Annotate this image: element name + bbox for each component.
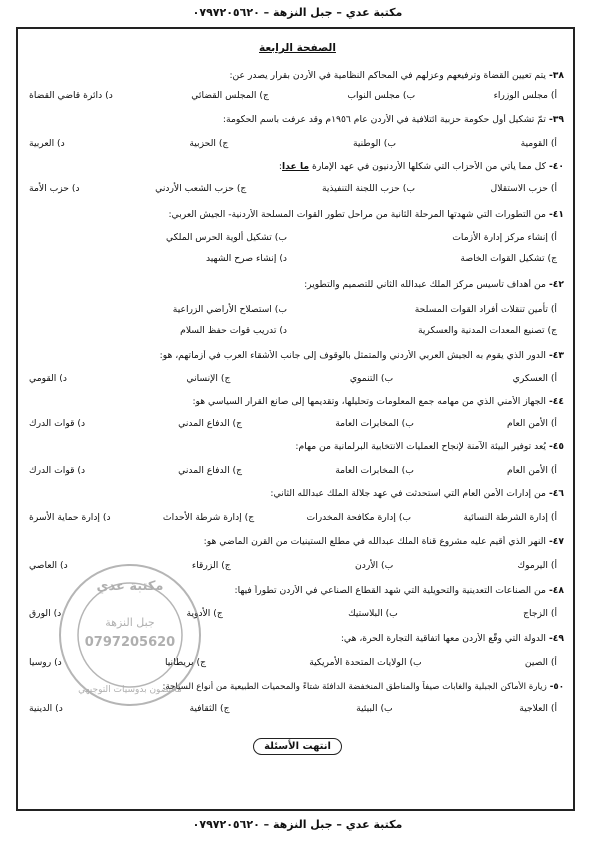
stamp-phone: 0797205620 [84,635,176,650]
option-b: ب) التنموي [349,373,394,384]
option-d: د) قوات الدرك [29,465,86,476]
option-d: د) القومي [29,373,67,384]
option-c: ج) الدفاع المدني [178,418,243,429]
option-b: ب) المخابرات العامة [335,465,414,476]
option-c: ج) الأدوية [186,608,223,619]
end-of-questions: انتهت الأسئلة [0,738,595,755]
option-c: ج) الإنساني [186,373,231,384]
page-title: الصفحة الرابعة [259,42,336,54]
option-c: ج) تصنيع المعدات المدنية والعسكرية [417,325,557,336]
option-c: ج) الثقافية [189,703,230,714]
option-c: ج) الزرقاء [191,560,231,571]
option-a: أ) تأمين تنقلات أفراد القوات المسلحة [414,304,557,315]
option-a: أ) الأمن العام [507,418,557,429]
options-42-row2 [29,325,557,337]
question-41: ٤١-من التطورات التي شهدتها المرحلة الثانية من مراحل تطور القوات المسلحة الأردنية- الجيش العربي: [168,209,564,220]
options-44 [29,418,557,430]
option-d: د) العاصي [29,560,68,571]
option-a: أ) مجلس الوزراء [493,90,557,101]
options-41-row1 [29,232,557,244]
option-d: د) تدريب قوات حفظ السلام [180,325,287,336]
options-45 [29,465,557,477]
option-a: أ) حزب الاستقلال [490,183,557,194]
option-c: ج) الدفاع المدني [178,465,243,476]
question-45: ٤٥-يُعد توفير البيئة الآمنة لإنجاح العمليات الانتخابية البرلمانية من مهام: [295,441,564,452]
option-c: ج) إدارة شرطة الأحداث [162,512,255,523]
options-43 [29,373,557,385]
option-c: ج) المجلس القضائي [191,90,269,101]
question-43: ٤٣-الدور الذي يقوم به الجيش العربي الأردني والمتمثل بالوقوف إلى جانب الأشقاء العرب في أزماتهم، هو: [159,350,564,361]
option-c: ج) الحزبية [189,138,229,149]
option-a: أ) إنشاء مركز إدارة الأزمات [452,232,557,243]
option-b: ب) الولايات المتحدة الأمريكية [309,657,422,668]
stamp-top-text: مكتبة عدي [96,579,164,594]
question-46: ٤٦-من إدارات الأمن العام التي استحدثت في عهد جلالة الملك عبدالله الثاني: [270,488,564,499]
option-a: أ) الصين [524,657,557,668]
option-a: أ) العلاجية [519,703,557,714]
page-footer: مكتبة عدي – جبل النزهة – ٠٧٩٧٢٠٥٦٢٠ [192,818,403,831]
question-39: ٣٩-تمّ تشكيل أول حكومة حزبية ائتلافية في الأردن عام ١٩٥٦م وقد عرفت باسم الحكومة: [222,114,564,125]
option-c: ج) تشكيل القوات الخاصة [460,253,557,264]
options-40 [29,183,557,195]
question-49: ٤٩-الدولة التي وقّع الأردن معها اتفاقية التجارة الحرة، هي: [340,633,564,644]
option-b: ب) البلاستيك [348,608,398,619]
options-46 [29,512,557,524]
option-b: ب) استصلاح الأراضي الزراعية [172,304,287,315]
option-a: أ) الأمن العام [507,465,557,476]
options-42-row1 [29,304,557,316]
option-d: د) الورق [29,608,62,619]
stamp-mid-text: جبل النزهة [105,616,155,629]
options-41-row2 [29,253,557,265]
option-b: ب) مجلس النواب [347,90,416,101]
options-38 [29,90,557,102]
option-c: ج) حزب الشعب الأردني [155,183,247,194]
question-42: ٤٢-من أهداف تأسيس مركز الملك عبدالله الثاني للتصميم والتطوير: [304,279,564,290]
option-d: د) العربية [29,138,65,149]
question-48: ٤٨-من الصناعات التعدينية والتحويلية التي شهد القطاع الصناعي في الأردن تطوراً فيها: [234,585,564,596]
options-39 [29,138,557,150]
option-a: أ) الزجاج [523,608,557,619]
question-40: ٤٠-كل مما يأتي من الأحزاب التي شكلها الأردنيون في عهد الإمارة ما عدا: [278,161,564,172]
option-c: ج) بريطانيا [164,657,207,668]
question-38: ٣٨-يتم تعيين القضاة وترفيعهم وعزلهم في المحاكم النظامية في الأردن بقرار يصدر عن: [229,70,564,81]
option-d: د) حزب الأمة [29,183,80,194]
option-b: ب) الأردن [355,560,394,571]
page-header: مكتبة عدي – جبل النزهة – ٠٧٩٧٢٠٥٦٢٠ [192,6,403,19]
option-d: د) إدارة حماية الأسرة [29,512,111,523]
question-50: ٥٠-زيارة الأماكن الجبلية والغابات صيفاً والمناطق المنخفضة الدافئة شتاءً والمحميات الطبيعية من أنواع السياحة: [162,682,564,692]
option-d: د) دائرة قاضي القضاة [29,90,113,101]
library-stamp [55,560,205,710]
option-a: أ) اليرموك [517,560,557,571]
question-47: ٤٧-النهر الذي أقيم عليه مشروع قناة الملك عبدالله في مطلع الستينيات من القرن الماضي هو: [203,536,564,547]
question-44: ٤٤-الجهاز الأمني الذي من مهامه جمع المعلومات وتحليلها، وتقديمها إلى صانع القرار السياسي هو: [192,396,564,407]
option-d: د) قوات الدرك [29,418,86,429]
option-b: ب) إدارة مكافحة المخدرات [306,512,412,523]
option-b: ب) الوطنية [352,138,396,149]
option-d: د) الدينية [29,703,63,714]
option-b: ب) تشكيل ألوية الحرس الملكي [165,232,287,243]
option-b: ب) البيئية [356,703,393,714]
stamp-bottom-text: مختصون بدوسيات التوجيهي [78,685,182,695]
option-a: أ) القومية [520,138,557,149]
option-a: أ) إدارة الشرطة النسائية [463,512,557,523]
option-b: ب) حزب اللجنة التنفيذية [321,183,415,194]
option-d: د) إنشاء صرح الشهيد [205,253,287,264]
option-b: ب) المخابرات العامة [335,418,414,429]
option-d: د) روسيا [29,657,62,668]
option-a: أ) العسكري [512,373,557,384]
